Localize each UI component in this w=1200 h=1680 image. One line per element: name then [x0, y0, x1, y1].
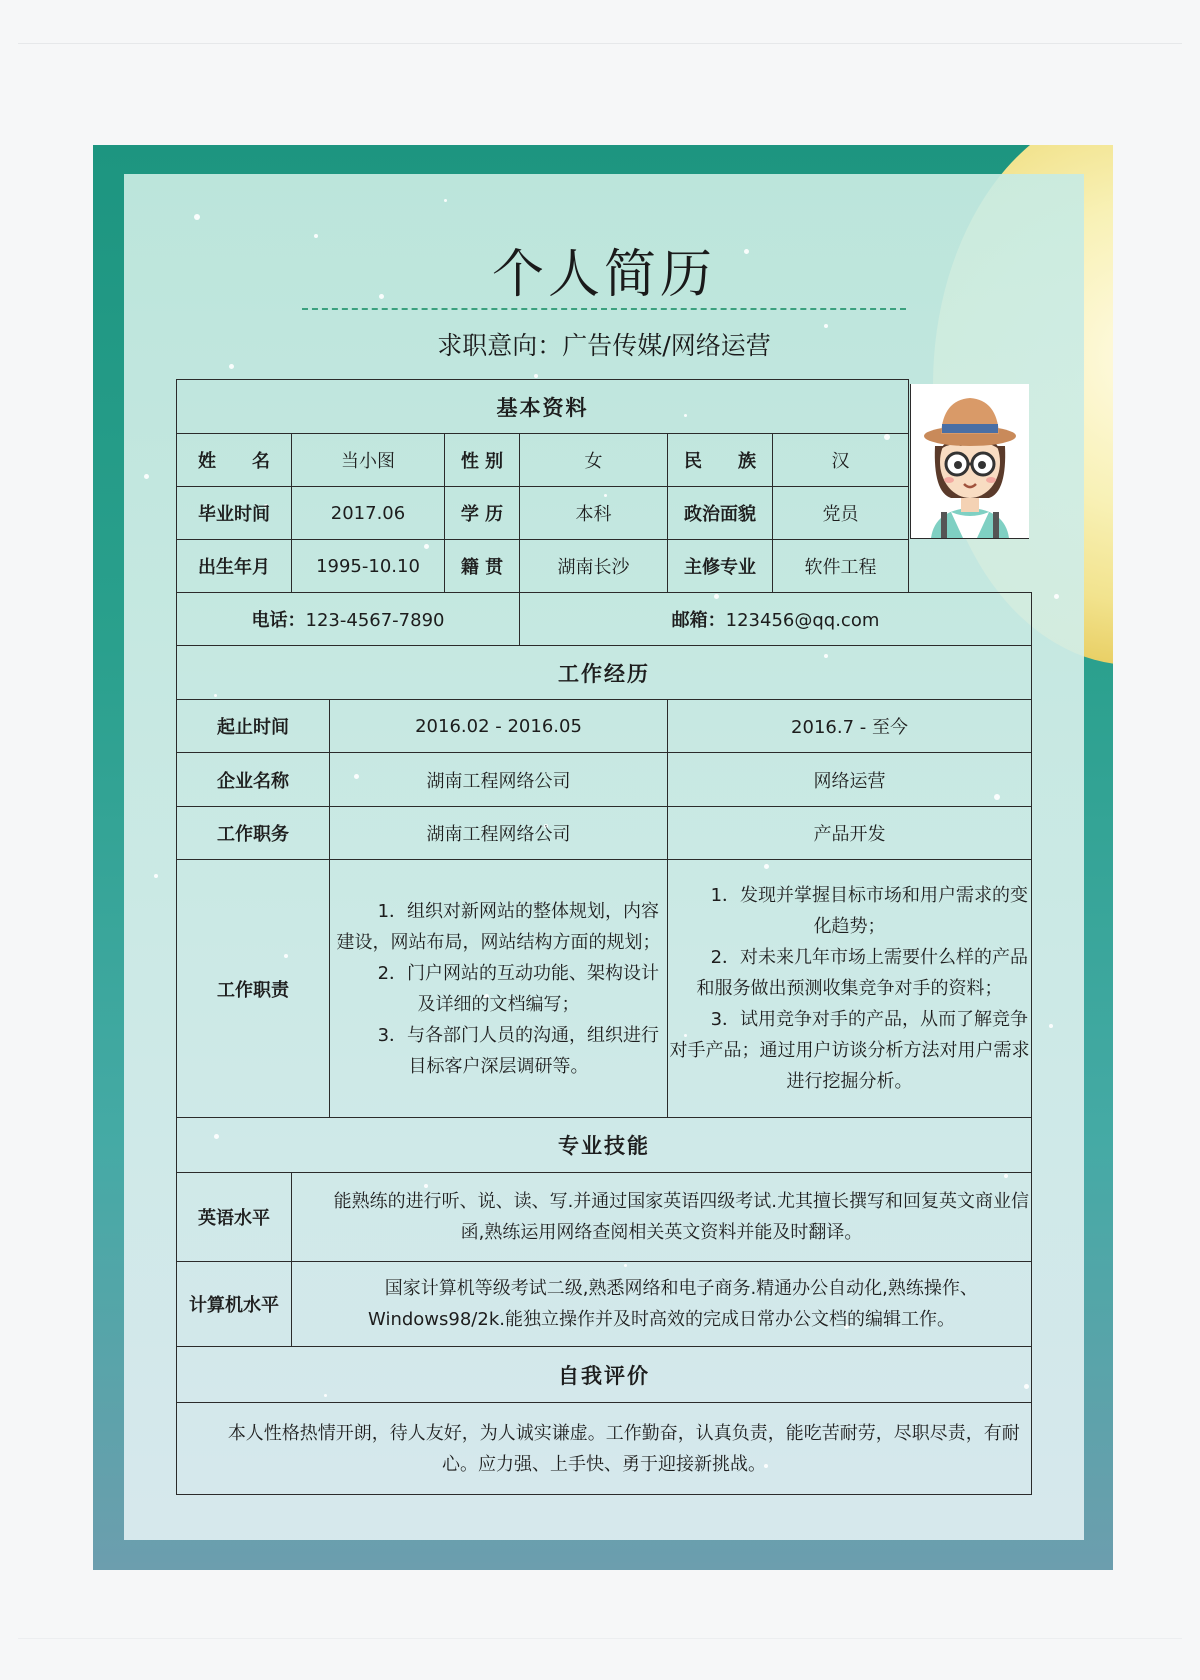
phone-cell [177, 593, 520, 646]
page-title: 个人简历 [491, 245, 716, 305]
job2-duty-item: 1．发现并掌握目标市场和用户需求的变化趋势； [710, 885, 1029, 937]
job2-duty-item: 3．试用竞争对手的产品，从而了解竞争对手产品；通过用户访谈分析方法对用户需求进行挖掘分析。 [669, 1009, 1030, 1092]
job2-duty-item: 2．对未来几年市场上需要什么样的产品和服务做出预测收集竞争对手的资料； [696, 947, 1029, 999]
job1-company: 湖南工程网络公司 [330, 753, 668, 807]
computer-label: 计算机水平 [177, 1262, 292, 1347]
self-eval-cell [177, 1403, 1032, 1495]
ethnic-label: 民 族 [668, 434, 773, 487]
duty-label: 工作职责 [177, 860, 330, 1118]
phone-label: 电话： [251, 610, 306, 631]
computer-desc [292, 1262, 1032, 1347]
name-label: 姓 名 [177, 434, 292, 487]
resume-sheet [124, 174, 1084, 1540]
snow-dot [194, 214, 200, 220]
self-eval-text: 本人性格热情开朗，待人友好，为人诚实谦虚。工作勤奋，认真负责，能吃苦耐劳，尽职尽责，有耐心。应力强、上手快、勇于迎接新挑战。 [227, 1422, 1020, 1475]
email-label: 邮箱： [671, 610, 726, 631]
cartoon-girl-with-hat-avatar-icon [911, 384, 1029, 538]
company-label: 企业名称 [177, 753, 330, 807]
grad-value: 2017.06 [292, 487, 445, 540]
job2-position: 产品开发 [668, 807, 1032, 860]
job1-position: 湖南工程网络公司 [330, 807, 668, 860]
english-desc [292, 1173, 1032, 1262]
birth-label: 出生年月 [177, 540, 292, 593]
title-dashed-divider [302, 308, 906, 310]
english-label: 英语水平 [177, 1173, 292, 1262]
grad-label: 毕业时间 [177, 487, 292, 540]
job1-duty-item: 1．组织对新网站的整体规划，内容建设，网站布局，网站结构方面的规划； [336, 900, 661, 953]
avatar [910, 384, 1029, 539]
job2-company: 网络运营 [668, 753, 1032, 807]
snow-dot [534, 374, 538, 378]
section-skills-header: 专业技能 [177, 1118, 1032, 1173]
birth-value: 1995-10.10 [292, 540, 445, 593]
job-intent: 求职意向：广告传媒/网络运营 [437, 331, 771, 360]
period-label: 起止时间 [177, 700, 330, 753]
email-cell [520, 593, 1032, 646]
major-label: 主修专业 [668, 540, 773, 593]
name-value: 当小图 [292, 434, 445, 487]
job1-duties [330, 860, 668, 1118]
political-label: 政治面貌 [668, 487, 773, 540]
snow-dot [1054, 594, 1059, 599]
phone-value: 123-4567-7890 [305, 610, 445, 631]
email-value: 123456@qq.com [725, 610, 880, 631]
section-work-header: 工作经历 [177, 646, 1032, 700]
job2-period: 2016.7 - 至今 [668, 700, 1032, 753]
position-label: 工作职务 [177, 807, 330, 860]
job1-period: 2016.02 - 2016.05 [330, 700, 668, 753]
snow-dot [444, 199, 447, 202]
ethnic-value: 汉 [773, 434, 909, 487]
top-divider [18, 43, 1182, 44]
resume-table [176, 379, 1032, 1495]
section-basic-header: 基本资料 [177, 380, 909, 434]
edu-value: 本科 [520, 487, 668, 540]
gender-value: 女 [520, 434, 668, 487]
snow-dot [1049, 1024, 1053, 1028]
native-value: 湖南长沙 [520, 540, 668, 593]
job1-duty-item: 3．与各部门人员的沟通，组织进行目标客户深层调研等。 [377, 1024, 660, 1077]
snow-dot [144, 474, 149, 479]
edu-label: 学 历 [445, 487, 520, 540]
gender-label: 性 别 [445, 434, 520, 487]
job1-duty-item: 2．门户网站的互动功能、架构设计及详细的文档编写； [377, 962, 660, 1015]
native-label: 籍 贯 [445, 540, 520, 593]
political-value: 党员 [773, 487, 909, 540]
major-value: 软件工程 [773, 540, 909, 593]
english-text: 能熟练的进行听、说、读、写.并通过国家英语四级考试.尤其擅长撰写和回复英文商业信函,熟练运用网络查阅相关英文资料并能及时翻译。 [333, 1191, 1030, 1243]
computer-text: 国家计算机等级考试二级,熟悉网络和电子商务.精通办公自动化,熟练操作、Windows98/2k.能独立操作并及时高效的完成日常办公文档的编辑工作。 [368, 1278, 978, 1330]
snow-dot [229, 364, 234, 369]
section-self-header: 自我评价 [177, 1347, 1032, 1403]
snow-dot [154, 874, 158, 878]
bottom-divider [18, 1638, 1182, 1639]
job2-duties [668, 860, 1032, 1118]
